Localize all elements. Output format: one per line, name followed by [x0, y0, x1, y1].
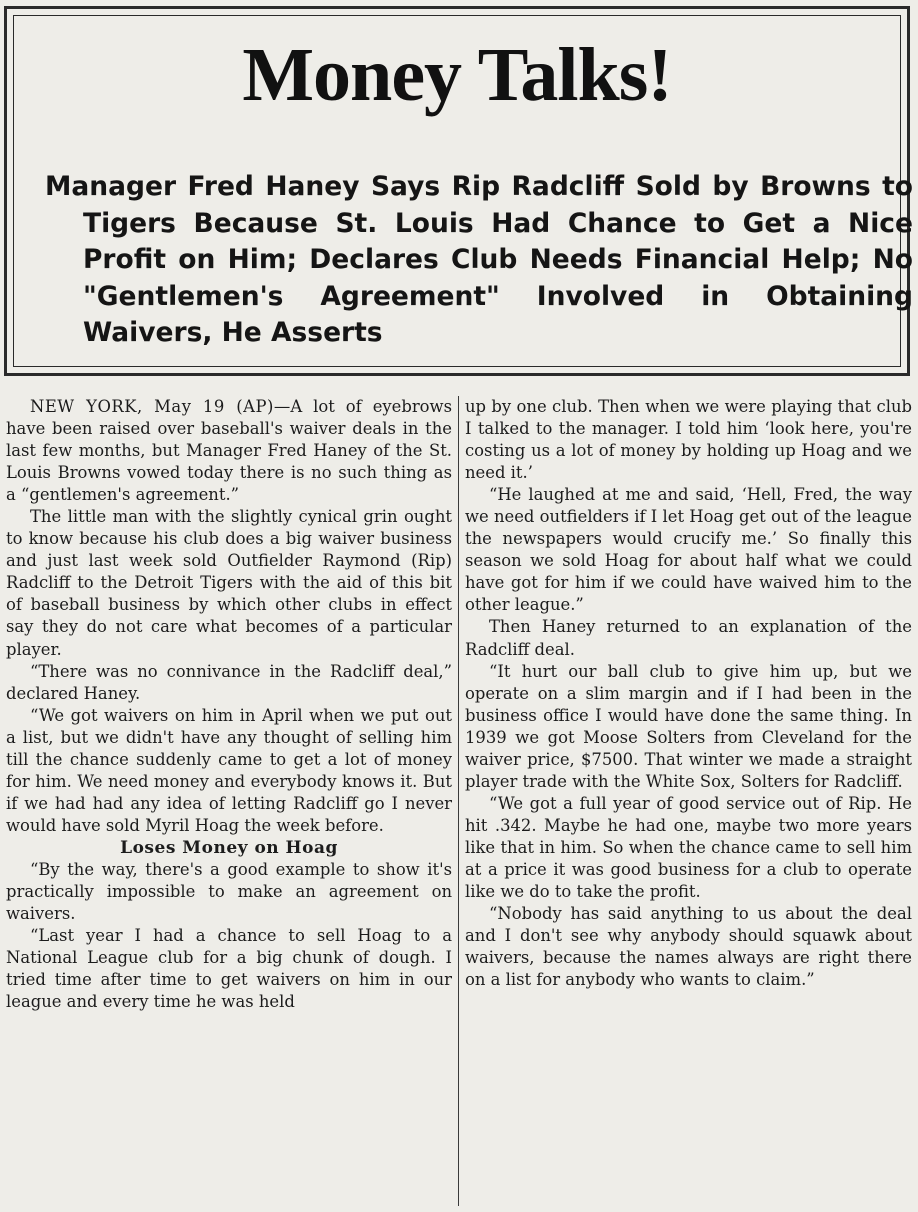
headline-box: [4, 6, 913, 376]
article-paragraph: “He laughed at me and said, ‘Hell, Fred, the way we need outfielders if I let Hoag get out of the league the newspapers would crucify me.’ So finally this season we sold Hoag for about half what we could have got for him if we could have waived him to the other league.”: [465, 485, 912, 615]
headline-title: Money Talks!: [242, 33, 672, 117]
article-paragraph: [6, 396, 452, 506]
article-paragraph: “Last year I had a chance to sell Hoag to a National League club for a big chunk of dough. I tried time after time to get waivers on him in our league and every time he was held: [6, 926, 452, 1012]
article-column-right: [465, 396, 912, 991]
article-subhead: Loses Money on Hoag: [120, 837, 338, 858]
article-paragraph: “By the way, there's a good example to show it's practically impossible to make an agreement on waivers.: [6, 859, 452, 924]
article-paragraph: “It hurt our ball club to give him up, but we operate on a slim margin and if I had been in the business office I would have done the same thing. In 1939 we got Moose Solters from Cleveland for the waiver price, $7500. That winter we made a straight player trade with the White Sox, Solters for Radcliff.: [465, 661, 912, 791]
article-paragraph: “Nobody has said anything to us about the deal and I don't see why anybody should squawk about waivers, because the names always are right there on a list for anybody who wants to claim.”: [465, 904, 912, 990]
lead-paragraph-text: —A lot of eyebrows have been raised over baseball's waiver deals in the last few months, but Manager Fred Haney of the St. Louis Browns vowed today there is no such thing as a “gentlemen's agreement.”: [6, 397, 452, 505]
article-body: [6, 396, 912, 1206]
headline-deck: Manager Fred Haney Says Rip Radcliff Sold by Browns to Tigers Because St. Louis Had Chance to Get a Nice Profit on Him; Declares Club Needs Financial Help; No "Gentlemen's Agreement" Involved in Obtaining Waivers, He Asserts: [45, 171, 913, 348]
article-paragraph: “We got a full year of good service out of Rip. He hit .342. Maybe he had one, maybe two more years like that in him. So when the chance came to sell him at a price it was good business for a club to operate like we do to take the profit.: [465, 793, 912, 902]
article-paragraph: “We got waivers on him in April when we put out a list, but we didn't have any thought of selling him till the chance suddenly came to get a lot of money for him. We need money and everybody knows it. But if we had had any idea of letting Radcliff go I never would have sold Myril Hoag the week before.: [6, 705, 452, 835]
article-paragraph: “There was no connivance in the Radcliff deal,” declared Haney.: [6, 661, 452, 703]
article-paragraph: Then Haney returned to an explanation of the Radcliff deal.: [465, 617, 912, 659]
article-paragraph: The little man with the slightly cynical grin ought to know because his club does a big waiver business and just last week sold Outfielder Raymond (Rip) Radcliff to the Detroit Tigers with the aid of this bit of baseball business by which other clubs in effect say they do not care what becomes of a particular player.: [6, 507, 452, 659]
dateline: NEW YORK, May 19 (AP): [30, 397, 274, 416]
article-column-left: [6, 396, 452, 1013]
article-paragraph: up by one club. Then when we were playing that club I talked to the manager. I told him ‘look here, you're costing us a lot of money by holding up Hoag and we need it.’: [465, 397, 912, 483]
column-divider: [458, 396, 459, 1206]
